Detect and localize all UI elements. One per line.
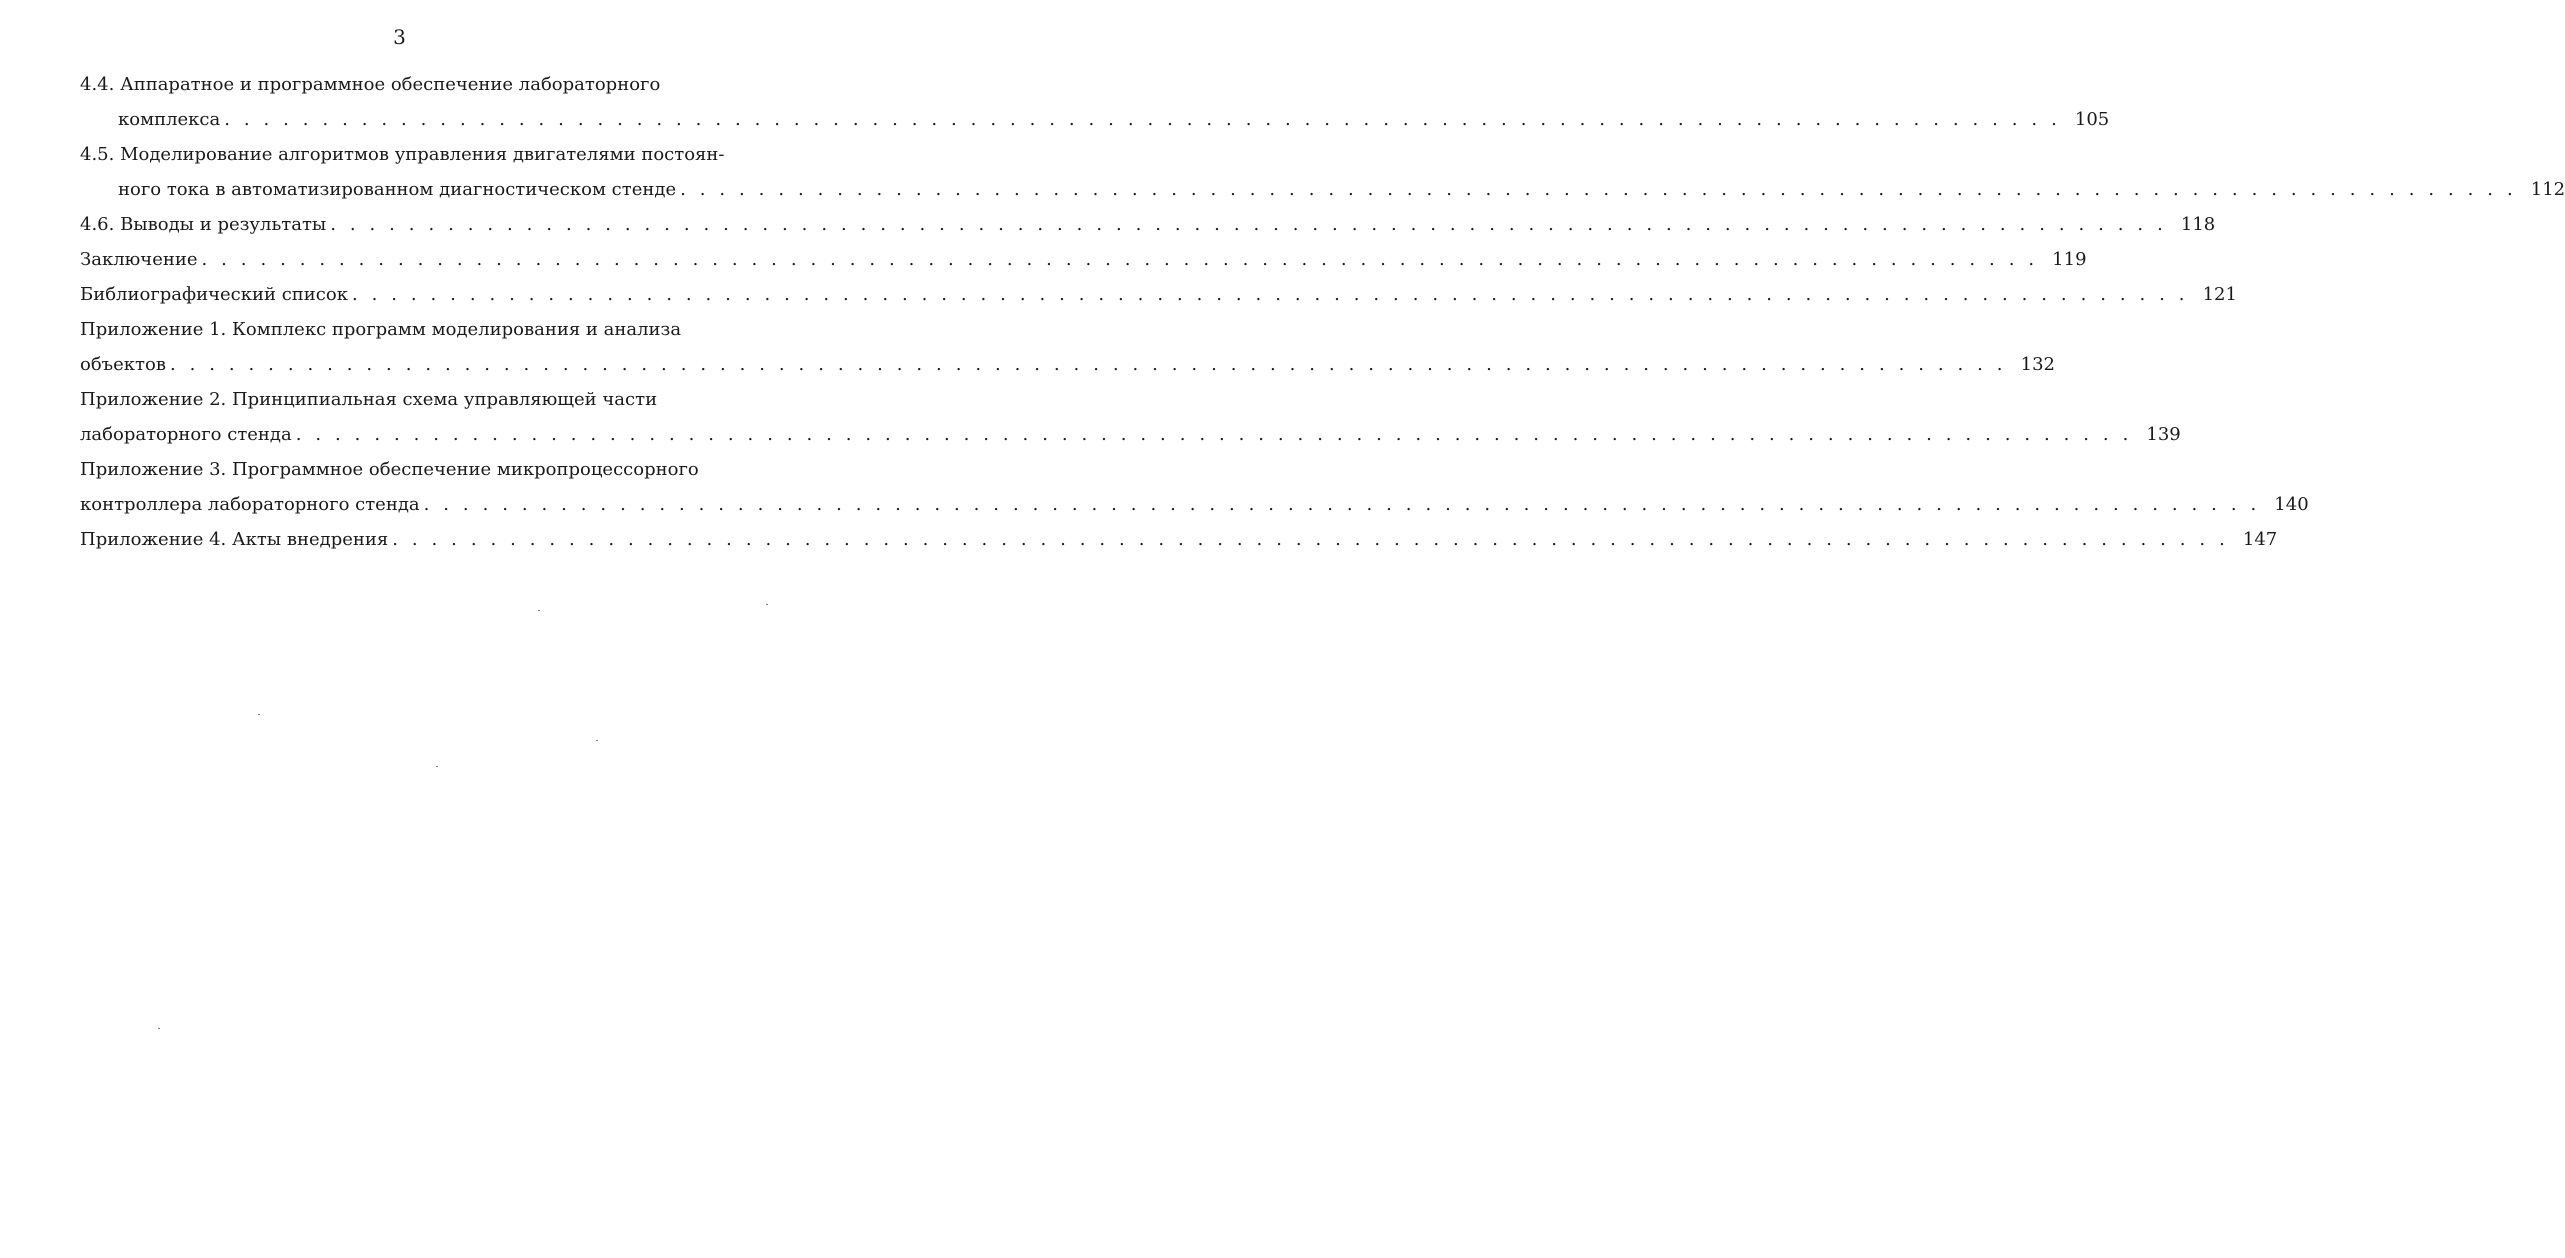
dot-leader: . . . . . . . . . . . . . . . . . . . . . . . . . . . . . . . . . . . . . . . . . . . . . . . . . . . . . . . . . . . . . . . . . . . . . . . . . . . . . . . . . . . . . . . . . . . . . .	[295, 424, 2133, 445]
toc-entry-title: Приложение 1. Комплекс программ моделирования и анализа	[80, 319, 682, 340]
dot-leader: . . . . . . . . . . . . . . . . . . . . . . . . . . . . . . . . . . . . . . . . . . . . . . . . . . . . . . . . . . . . . . . . . . . . . . . . . . . . . . . . . . . . . . . . . . . . . .	[423, 494, 2261, 515]
toc-entry-last-line	[80, 422, 2181, 447]
toc-entry-text: контроллера лабораторного стенда	[80, 494, 420, 515]
toc-entry	[80, 527, 2278, 552]
toc-entry-title: Приложение 3. Программное обеспечение микропроцессорного	[80, 459, 699, 480]
toc-entry-last-line	[80, 352, 2055, 377]
toc-entry-text: ного тока в автоматизированном диагностическом стенде	[118, 179, 677, 200]
toc-entry-title: 4.5. Моделирование алгоритмов управления двигателями постоян-	[80, 144, 725, 165]
toc-entry	[80, 212, 2216, 237]
toc-entry-text: 4.6. Выводы и результаты	[80, 214, 327, 235]
toc-entry-last-line	[80, 282, 2237, 307]
toc-entry	[80, 72, 2110, 132]
dot-leader: . . . . . . . . . . . . . . . . . . . . . . . . . . . . . . . . . . . . . . . . . . . . . . . . . . . . . . . . . . . . . . . . . . . . . . . . . . . . . . . . . . . . . . . . . . . . . .	[224, 109, 2061, 130]
toc-entry-text: Приложение 4. Акты внедрения	[80, 529, 389, 550]
dot-leader: . . . . . . . . . . . . . . . . . . . . . . . . . . . . . . . . . . . . . . . . . . . . . . . . . . . . . . . . . . . . . . . . . . . . . . . . . . . . . . . . . . . . . . . . . . . . . .	[330, 214, 2167, 235]
dot-leader: . . . . . . . . . . . . . . . . . . . . . . . . . . . . . . . . . . . . . . . . . . . . . . . . . . . . . . . . . . . . . . . . . . . . . . . . . . . . . . . . . . . . . . . . . . . . . .	[201, 249, 2039, 270]
page-number: 3	[393, 25, 406, 49]
toc-entry	[80, 387, 2181, 447]
dot-leader: . . . . . . . . . . . . . . . . . . . . . . . . . . . . . . . . . . . . . . . . . . . . . . . . . . . . . . . . . . . . . . . . . . . . . . . . . . . . . . . . . . . . . . . . . . . . . .	[392, 529, 2229, 550]
toc-entry	[80, 282, 2237, 307]
scan-speck	[538, 610, 540, 611]
toc-entry	[80, 247, 2087, 272]
dot-leader: . . . . . . . . . . . . . . . . . . . . . . . . . . . . . . . . . . . . . . . . . . . . . . . . . . . . . . . . . . . . . . . . . . . . . . . . . . . . . . . . . . . . . . . . . . . . . .	[169, 354, 2007, 375]
toc-entry-text: комплекса	[118, 109, 221, 130]
toc-page-number: 121	[2202, 284, 2237, 305]
scan-speck	[596, 740, 598, 741]
scan-speck	[258, 714, 260, 715]
scan-speck	[436, 766, 438, 767]
scan-speck	[766, 604, 768, 605]
toc-page-number: 105	[2074, 109, 2110, 130]
table-of-contents	[80, 72, 2565, 562]
toc-entry-text: объектов	[80, 354, 166, 375]
toc-entry-last-line	[80, 177, 2565, 202]
toc-entry-last-line	[80, 107, 2110, 132]
toc-entry-last-line	[80, 212, 2216, 237]
toc-entry	[80, 142, 2565, 202]
toc-entry-text: лабораторного стенда	[80, 424, 292, 445]
toc-entry	[80, 317, 2055, 377]
toc-entry-last-line	[80, 247, 2087, 272]
toc-entry-text: Заключение	[80, 249, 198, 270]
toc-page-number: 119	[2052, 249, 2087, 270]
toc-entry-text: Библиографический список	[80, 284, 348, 305]
toc-page-number: 132	[2020, 354, 2055, 375]
toc-entry-title: 4.4. Аппаратное и программное обеспечение лабораторного	[80, 74, 661, 95]
toc-page-number: 118	[2180, 214, 2216, 235]
toc-entry-last-line	[80, 492, 2309, 517]
scan-speck	[158, 1028, 160, 1029]
toc-entry	[80, 457, 2309, 517]
toc-page-number: 147	[2242, 529, 2278, 550]
toc-page-number: 112	[2530, 179, 2565, 200]
dot-leader: . . . . . . . . . . . . . . . . . . . . . . . . . . . . . . . . . . . . . . . . . . . . . . . . . . . . . . . . . . . . . . . . . . . . . . . . . . . . . . . . . . . . . . . . . . . . . .	[680, 179, 2517, 200]
toc-page-number: 140	[2274, 494, 2309, 515]
dot-leader: . . . . . . . . . . . . . . . . . . . . . . . . . . . . . . . . . . . . . . . . . . . . . . . . . . . . . . . . . . . . . . . . . . . . . . . . . . . . . . . . . . . . . . . . . . . . . .	[351, 284, 2189, 305]
toc-page-number: 139	[2146, 424, 2181, 445]
toc-entry-last-line	[80, 527, 2278, 552]
toc-entry-title: Приложение 2. Принципиальная схема управляющей части	[80, 389, 658, 410]
